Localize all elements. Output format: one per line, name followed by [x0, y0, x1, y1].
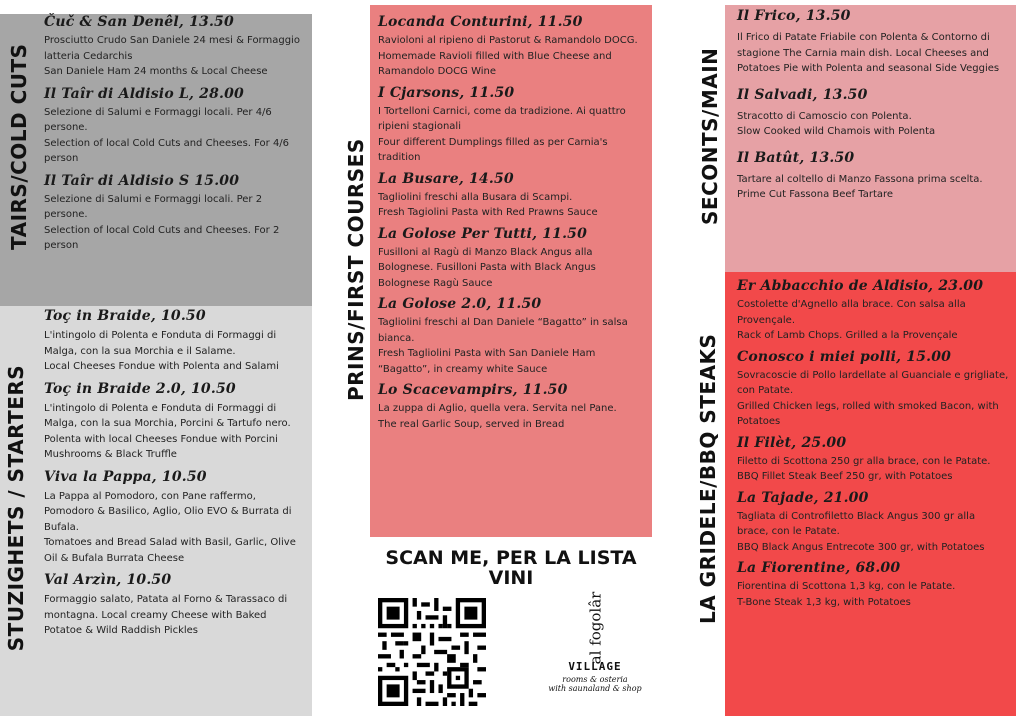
dish-name: La Tajade, 21.00 [737, 489, 869, 506]
dish-description: L'intingolo di Polenta e Fonduta di Formaggi di Malga, con la sua Morchia e il Salame. [44, 330, 277, 357]
dish-description: Prime Cut Fassona Beef Tartare [737, 189, 894, 200]
mains-list [737, 8, 1009, 213]
menu-item [737, 278, 1009, 344]
menu-item [737, 560, 1009, 610]
dish-name: La Golose Per Tutti, 11.50 [378, 225, 588, 242]
dish-description: Local Cheeses Fondue with Polenta and Salami [44, 361, 279, 372]
cold-cuts-title: TAIRS/COLD CUTS [7, 43, 31, 250]
menu-item [44, 381, 306, 463]
dish-name: Il Batût, 13.50 [737, 149, 855, 166]
dish-name: Lo Scacevampirs, 11.50 [378, 382, 568, 398]
menu-item [378, 382, 646, 432]
menu-item [44, 469, 306, 567]
menu-item [378, 85, 646, 166]
dish-description: San Daniele Ham 24 months & Local Cheese [44, 66, 268, 77]
menu-item [44, 308, 306, 375]
mains-title: SECONTS/MAIN [698, 47, 722, 225]
dish-description: Selection of local Cold Cuts and Cheeses. For 2 person [44, 224, 280, 251]
qr-code[interactable] [378, 598, 486, 706]
menu-item [378, 226, 646, 292]
dish-description: Slow Cooked wild Chamois with Polenta [737, 126, 936, 137]
dish-description: Tomatoes and Bread Salad with Basil, Garlic, Olive Oil & Bufala Burrata Cheese [44, 537, 296, 564]
dish-description: Tagliolini freschi al Dan Daniele “Bagatto” in salsa bianca. [378, 317, 628, 344]
dish-name: Čuč & San Denêl, 13.50 [44, 14, 234, 30]
dish-description: L'intingolo di Polenta e Fonduta di Formaggi di Malga, con la sua Morchia, Porcini & Tartufo nero. [44, 402, 291, 429]
dish-description: Grilled Chicken legs, rolled with smoked Bacon, with Potatoes [737, 400, 999, 427]
dish-description: Tagliata di Controfiletto Black Angus 300 gr alla brace, con le Patate. [737, 510, 976, 537]
menu-item [44, 14, 306, 80]
menu-item [378, 14, 646, 80]
dish-description: Costolette d'Agnello alla brace. Con salsa alla Provençale. [737, 299, 966, 326]
menu-item [378, 296, 646, 377]
dish-name: Er Abbacchio de Aldisio, 23.00 [737, 278, 984, 294]
dish-name: Val Arzìn, 10.50 [44, 572, 172, 588]
first-courses-title: PRINS/FIRST COURSES [344, 138, 368, 401]
menu-item [44, 572, 306, 639]
dish-description: La Pappa al Pomodoro, con Pane raffermo, Pomodoro & Basilico, Aglio, Olio EVO & Burrata di Bufala. [44, 490, 292, 533]
dish-name: La Golose 2.0, 11.50 [378, 296, 542, 312]
logo-village: VILLAGE [568, 660, 622, 673]
dish-description: BBQ Fillet Steak Beef 250 gr, with Potatoes [737, 471, 953, 482]
bbq-list [737, 278, 1009, 615]
starters-list [44, 308, 306, 645]
menu-item [737, 435, 1009, 485]
dish-description: Fiorentina di Scottona 1,3 kg, con le Patate. [737, 581, 956, 592]
menu-item [44, 173, 306, 254]
scan-wine-list-text: SCAN ME, PER LA LISTA VINI [385, 547, 637, 589]
dish-description: Fresh Tagiolini Pasta with Red Prawns Sauce [378, 207, 598, 218]
logo-line-1: rooms & osteria [562, 675, 628, 684]
dish-name: Il Taîr di Aldisio S 15.00 [44, 172, 240, 189]
dish-name: Toç in Braide 2.0, 10.50 [44, 380, 236, 397]
dish-description: Tartare al coltello di Manzo Fassona prima scelta. [737, 173, 983, 185]
dish-description: I Tortelloni Carnici, come da tradizione. Ai quattro ripieni stagionali [378, 105, 626, 132]
dish-description: Homemade Ravioli filled with Blue Cheese and Ramandolo DOCG Wine [378, 50, 612, 77]
dish-description: Filetto di Scottona 250 gr alla brace, con le Patate. [737, 455, 991, 467]
menu-item [737, 349, 1009, 430]
dish-name: La Busare, 14.50 [378, 170, 514, 187]
dish-description: Ravioloni al ripieno di Pastorut & Ramandolo DOCG. [378, 35, 638, 46]
dish-description: Rack of Lamb Chops. Grilled a la Provençale [737, 330, 958, 341]
dish-description: Prosciutto Crudo San Daniele 24 mesi & Formaggio latteria Cedarchis [44, 35, 300, 62]
dish-description: Selection of local Cold Cuts and Cheeses. For 4/6 person [44, 137, 290, 164]
dish-name: Il Taîr di Aldisio L, 28.00 [44, 85, 244, 102]
dish-name: Toç in Braide, 10.50 [44, 308, 206, 324]
dish-name: I Cjarsons, 11.50 [378, 84, 515, 101]
dish-description: Selezione di Salumi e Formaggi locali. Per 4/6 persone. [44, 106, 272, 133]
dish-description: Sovracoscie di Pollo lardellate al Guanciale e grigliate, con Patate. [737, 369, 1009, 396]
logo-line-2: with saunaland & shop [548, 684, 642, 693]
dish-description: T-Bone Steak 1,3 kg, with Potatoes [737, 596, 911, 608]
menu-item [44, 86, 306, 167]
starters-title: STUZIGHETS / STARTERS [4, 364, 28, 652]
dish-description: Polenta with local Cheeses Fondue with Porcini Mushrooms & Black Truffle [44, 433, 278, 460]
al-fogolar-logo [540, 591, 650, 693]
first-courses-list [378, 14, 646, 437]
dish-description: Four different Dumplings filled as per Carnia's tradition [378, 136, 608, 163]
menu-item [378, 171, 646, 221]
dish-name: Il Frico, 13.50 [737, 8, 851, 24]
bbq-title: LA GRIDELE/BBQ STEAKS [696, 333, 720, 624]
dish-description: BBQ Black Angus Entrecote 300 gr, with Potatoes [737, 541, 985, 553]
dish-name: Viva la Pappa, 10.50 [44, 468, 207, 485]
dish-description: Tagliolini freschi alla Busara di Scampi. [378, 191, 573, 203]
dish-description: La zuppa di Aglio, quella vera. Servita nel Pane. [378, 403, 617, 414]
dish-name: Il Salvadi, 13.50 [737, 86, 868, 103]
logo-mark: al fogolâr [585, 591, 604, 665]
menu-item [737, 150, 1009, 203]
dish-description: Fresh Tagliolini Pasta with San Daniele Ham “Bagatto”, in creamy white Sauce [378, 348, 596, 375]
dish-name: Conosco i miei polli, 15.00 [737, 348, 952, 365]
dish-description: Selezione di Salumi e Formaggi locali. Per 2 persone. [44, 193, 263, 220]
dish-description: Formaggio salato, Patata al Forno & Tarassaco di montagna. Local creamy Cheese with Baked Potatoe & Wild Raddish Pickles [44, 594, 288, 636]
dish-description: Stracotto di Camoscio con Polenta. [737, 110, 912, 122]
dish-name: Locanda Conturini, 11.50 [378, 14, 583, 30]
menu-item [737, 490, 1009, 556]
dish-description: The real Garlic Soup, served in Bread [378, 418, 565, 430]
dish-name: Il Filèt, 25.00 [737, 434, 847, 451]
dish-description: Fusilloni al Ragù di Manzo Black Angus alla Bolognese. Fusilloni Pasta with Black Angus Bolognese Ragù Sauce [378, 246, 596, 289]
dish-name: La Fiorentine, 68.00 [737, 560, 901, 576]
menu-item [737, 8, 1009, 77]
cold-cuts-list [44, 14, 306, 260]
dish-description: Il Frico di Patate Friabile con Polenta & Contorno di stagione The Carnia main dish. Local Cheeses and Potatoes Pie with Polenta and seasonal Side Veggies [737, 32, 1000, 74]
menu-item [737, 87, 1009, 140]
